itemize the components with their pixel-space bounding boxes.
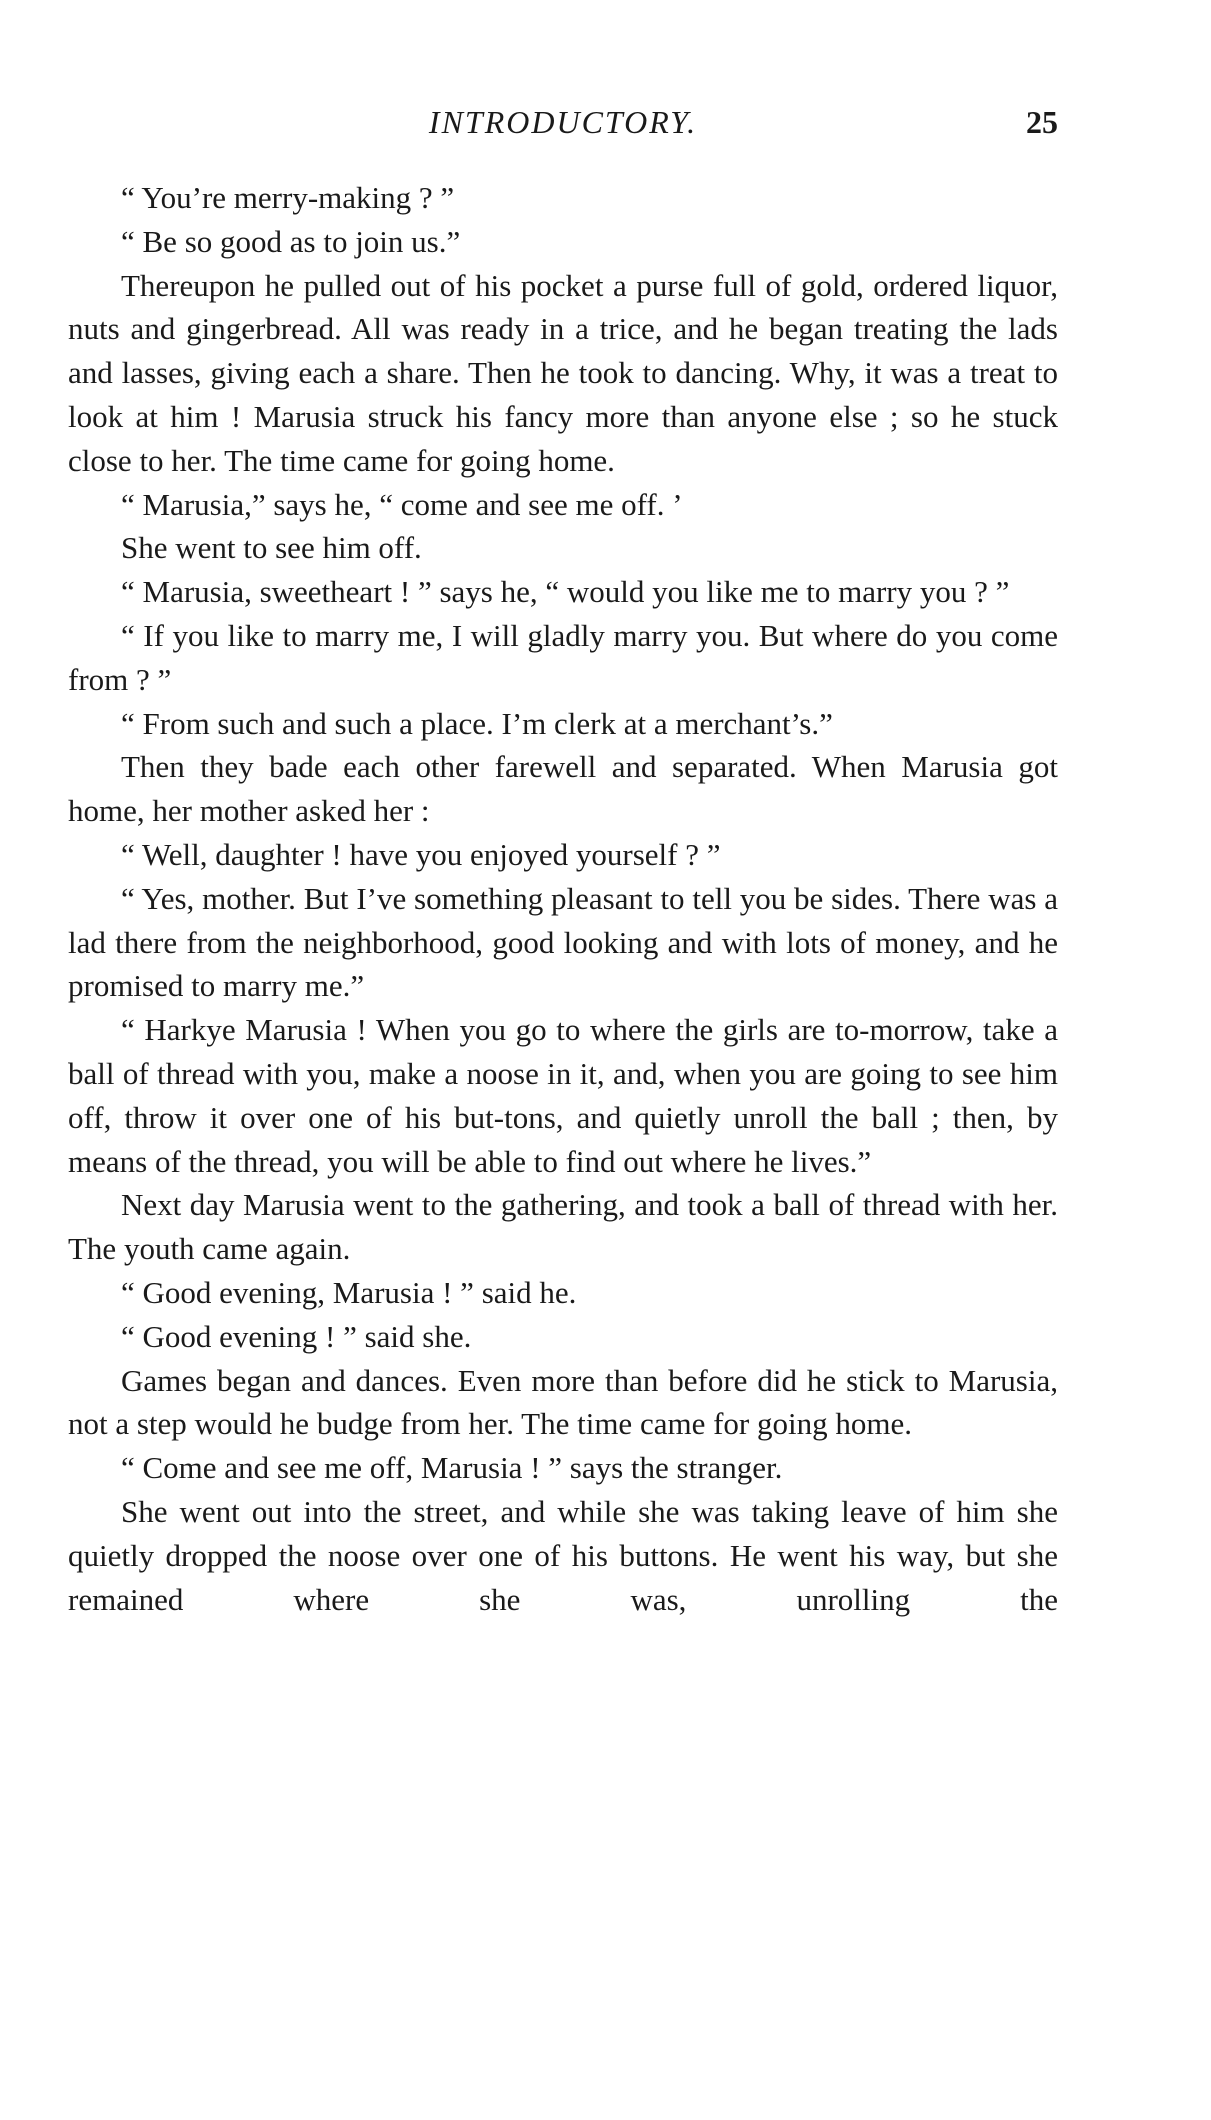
paragraph: She went out into the street, and while she was taking leave of him she quietly dropped the noose over one of his buttons. He went his way, but she remained where she was, unrolling the (68, 1493, 1058, 1617)
paragraph: She went to see him off. (121, 530, 422, 566)
body-text (68, 176, 1058, 1621)
paragraph: “ You’re merry-making ? ” (121, 180, 455, 215)
paragraph: “ Marusia, sweetheart ! ” says he, “ would you like me to marry you ? ” (121, 574, 1010, 610)
paragraph: “ Come and see me off, Marusia ! ” says the stranger. (121, 1450, 783, 1486)
running-title: INTRODUCTORY. (428, 104, 698, 140)
paragraph: “ Harkye Marusia ! When you go to where the girls are to-morrow, take a ball of thread with you, make a noose in it, and, when you are going to see him off, throw it over one of his but-tons, and quietly unroll the ball ; then, by means of the thread, you will be able to find out where he lives.” (68, 1012, 1058, 1179)
paragraph: “ If you like to marry me, I will gladly marry you. But where do you come from ? ” (68, 617, 1058, 697)
paragraph: Thereupon he pulled out of his pocket a purse full of gold, ordered liquor, nuts and gingerbread. All was ready in a trice, and he began treating the lads and lasses, giving each a share. Then he took to dancing. Why, it was a treat to look at him ! Marusia struck his fancy more than anyone else ; so he stuck close to her. The time came for going home. (68, 267, 1058, 478)
paragraph: “ Well, daughter ! have you enjoyed yourself ? ” (121, 836, 721, 872)
paragraph: “ From such and such a place. I’m clerk at a merchant’s.” (121, 705, 833, 741)
paragraph: “ Be so good as to join us.” (121, 223, 461, 259)
running-head (68, 100, 1058, 144)
paragraph: “ Marusia,” says he, “ come and see me off. ’ (121, 486, 683, 522)
page-number: 25 (1026, 104, 1058, 140)
paragraph: “ Good evening, Marusia ! ” said he. (121, 1274, 577, 1310)
paragraph: Games began and dances. Even more than before did he stick to Marusia, not a step would he budge from her. The time came for going home. (68, 1362, 1058, 1442)
paragraph: Next day Marusia went to the gathering, and took a ball of thread with her. The youth came again. (68, 1187, 1058, 1267)
paragraph: Then they bade each other farewell and separated. When Marusia got home, her mother asked her : (68, 749, 1058, 829)
paragraph: “ Yes, mother. But I’ve something pleasant to tell you be sides. There was a lad there from the neighborhood, good looking and with lots of money, and he promised to marry me.” (68, 880, 1058, 1004)
paragraph: “ Good evening ! ” said she. (121, 1318, 472, 1354)
